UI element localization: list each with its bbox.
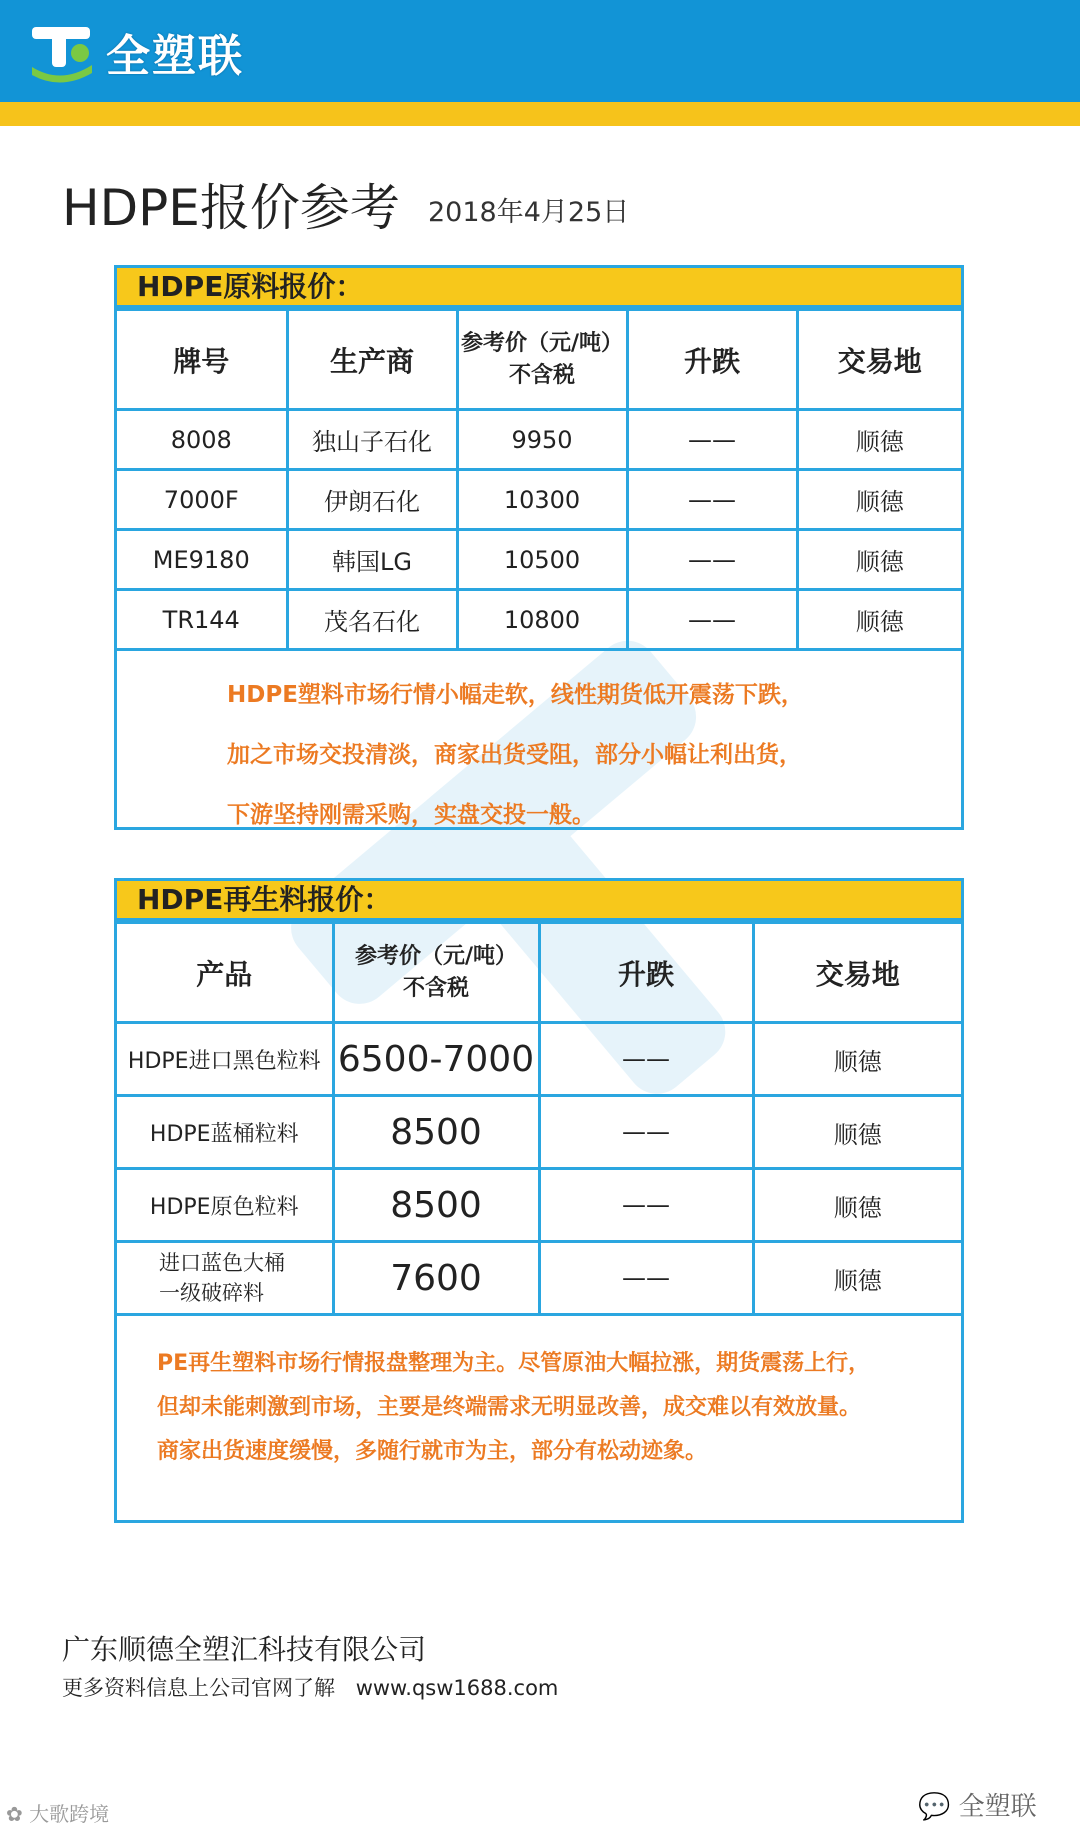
table-row	[117, 470, 961, 530]
cell-product	[117, 1242, 333, 1315]
brand-logo-icon	[26, 19, 96, 85]
recycled-price-section	[114, 878, 964, 1523]
cell-price: 8500	[333, 1169, 539, 1242]
source-watermark-left	[6, 1798, 109, 1827]
cell-product: HDPE进口黑色粒料	[117, 1023, 333, 1096]
cell-change: ——	[627, 470, 797, 530]
cell-place: 顺德	[753, 1242, 961, 1315]
note-line: HDPE塑料市场行情小幅走软，线性期货低开震荡下跌，	[227, 682, 804, 708]
header-bar	[0, 0, 1080, 102]
cell-product-line1: 进口蓝色大桶	[159, 1251, 285, 1275]
table-header-row	[117, 923, 961, 1023]
cell-place: 顺德	[797, 530, 961, 590]
table-row	[117, 590, 961, 650]
page-date: 2018年4月25日	[428, 197, 630, 228]
cell-place: 顺德	[797, 590, 961, 650]
brand-logo[interactable]	[26, 18, 244, 86]
cell-maker: 伊朗石化	[287, 470, 457, 530]
cell-change: ——	[627, 530, 797, 590]
col-change: 升跌	[539, 923, 753, 1023]
note-line: 商家出货速度缓慢，多随行就市为主，部分有松动迹象。	[157, 1439, 708, 1464]
col-price	[457, 310, 627, 410]
cell-price: 8500	[333, 1096, 539, 1169]
raw-section-title: HDPE原料报价：	[117, 268, 961, 308]
note-line: PE再生塑料市场行情报盘整理为主。尽管原油大幅拉涨，期货震荡上行，	[157, 1351, 871, 1376]
wm-right-text: 全塑联	[958, 1792, 1037, 1822]
cell-price: 10300	[457, 470, 627, 530]
cell-price: 9950	[457, 410, 627, 470]
cell-change: ——	[539, 1242, 753, 1315]
cell-maker: 独山子石化	[287, 410, 457, 470]
cell-grade: TR144	[117, 590, 287, 650]
cell-change: ——	[627, 590, 797, 650]
note-line: 但却未能刺激到市场，主要是终端需求无明显改善，成交难以有效放量。	[157, 1395, 862, 1420]
col-price-label: 参考价（元/吨）	[460, 330, 624, 356]
footer-company: 广东顺德全塑汇科技有限公司	[62, 1633, 427, 1666]
raw-price-table	[117, 308, 961, 651]
footer-url[interactable]: www.qsw1688.com	[355, 1676, 559, 1700]
source-watermark-right	[918, 1786, 1037, 1823]
table-header-row	[117, 310, 961, 410]
cell-price: 7600	[333, 1242, 539, 1315]
chat-icon: 💬	[918, 1792, 959, 1822]
raw-price-section	[114, 265, 964, 830]
recycled-market-note	[117, 1316, 961, 1474]
cell-product: HDPE蓝桶粒料	[117, 1096, 333, 1169]
cell-maker: 茂名石化	[287, 590, 457, 650]
col-change: 升跌	[627, 310, 797, 410]
table-row	[117, 1169, 961, 1242]
cell-price: 6500-7000	[333, 1023, 539, 1096]
table-row	[117, 1096, 961, 1169]
recycled-price-table	[117, 921, 961, 1316]
flower-icon: ✿	[6, 1802, 30, 1826]
page-title: HDPE报价参考	[62, 179, 400, 237]
col-place: 交易地	[797, 310, 961, 410]
note-line: 下游坚持刚需采购，实盘交投一般。	[227, 802, 595, 828]
cell-change: ——	[539, 1023, 753, 1096]
col-price-tax: 不含税	[402, 975, 469, 1001]
header-stripe	[0, 102, 1080, 126]
cell-change: ——	[539, 1169, 753, 1242]
footer-info-text: 更多资料信息上公司官网了解	[62, 1676, 335, 1700]
brand-name: 全塑联	[106, 31, 244, 82]
cell-grade: 7000F	[117, 470, 287, 530]
cell-grade: ME9180	[117, 530, 287, 590]
table-row	[117, 410, 961, 470]
col-grade: 牌号	[117, 310, 287, 410]
cell-place: 顺德	[797, 470, 961, 530]
cell-grade: 8008	[117, 410, 287, 470]
col-price-tax: 不含税	[508, 362, 575, 388]
cell-place: 顺德	[753, 1169, 961, 1242]
cell-price: 10500	[457, 530, 627, 590]
cell-place: 顺德	[753, 1023, 961, 1096]
col-product: 产品	[117, 923, 333, 1023]
cell-place: 顺德	[797, 410, 961, 470]
recycled-section-title: HDPE再生料报价：	[117, 881, 961, 921]
table-row	[117, 1242, 961, 1315]
note-line: 加之市场交投清淡，商家出货受阻，部分小幅让利出货，	[227, 742, 802, 768]
col-price	[333, 923, 539, 1023]
col-place: 交易地	[753, 923, 961, 1023]
table-row	[117, 1023, 961, 1096]
col-maker: 生产商	[287, 310, 457, 410]
cell-maker: 韩国LG	[287, 530, 457, 590]
cell-place: 顺德	[753, 1096, 961, 1169]
cell-change: ——	[627, 410, 797, 470]
cell-price: 10800	[457, 590, 627, 650]
col-price-label: 参考价（元/吨）	[354, 943, 518, 969]
wm-left-text: 大歌跨境	[29, 1802, 110, 1826]
footer-info	[62, 1672, 558, 1702]
cell-product: HDPE原色粒料	[117, 1169, 333, 1242]
cell-change: ——	[539, 1096, 753, 1169]
raw-market-note	[117, 651, 961, 845]
table-row	[117, 530, 961, 590]
cell-product-line2: 一级破碎料	[159, 1281, 264, 1305]
